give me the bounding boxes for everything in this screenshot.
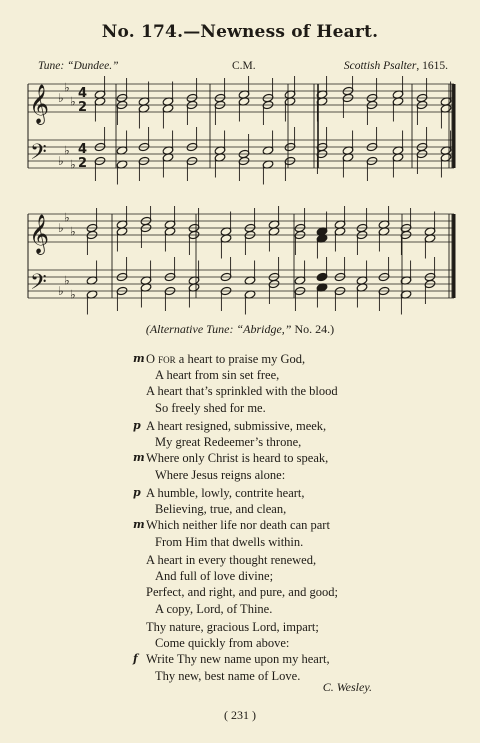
treble-clef-icon: 𝄞 [29, 214, 50, 254]
alternative-tune-label: (Alternative Tune: “Abridge,” [145, 322, 292, 336]
verse-line [100, 534, 440, 550]
flat-icon: ♭ [64, 143, 70, 158]
verse-text: Where only Christ is heard to speak, [146, 451, 329, 466]
verse-text: And full of love divine; [155, 569, 274, 584]
tune-source-year: , 1615. [416, 60, 448, 72]
verse-text: A heart in every thought renewed, [146, 553, 317, 567]
verse-line [100, 651, 440, 667]
hymn-title: No. 174.—Newness of Heart. [101, 22, 379, 42]
flat-icon: ♭ [64, 273, 70, 288]
dynamic-marking: m [133, 518, 145, 532]
flat-icon: ♭ [70, 287, 76, 302]
time-signature-bottom: 2 [78, 156, 88, 171]
verse-text: A humble, lowly, contrite heart, [146, 486, 305, 500]
verse-text: Thy new, best name of Love. [155, 668, 301, 683]
verse-line [100, 450, 440, 466]
verse-line [100, 434, 440, 450]
tune-name: Tune: “Dundee.” [38, 60, 119, 72]
verse-line [100, 635, 440, 651]
bass-clef-icon: 𝄢 [30, 270, 47, 300]
tune-meter: C.M. [232, 60, 256, 72]
flat-icon: ♭ [70, 94, 76, 109]
flat-icon: ♭ [58, 221, 64, 235]
verse-line [100, 584, 440, 600]
verse-text: Thy nature, gracious Lord, impart; [146, 620, 319, 634]
tune-source-name: Scottish Psalter [343, 60, 417, 72]
verse-text: So freely shed for me. [155, 400, 266, 415]
flat-icon: ♭ [58, 284, 64, 298]
verse-line [100, 568, 440, 584]
verse-text: Come quickly from above: [155, 636, 290, 651]
page-number: ( 231 ) [224, 708, 256, 722]
verse-line [100, 367, 440, 383]
verse-line [100, 383, 440, 399]
verse-line [100, 517, 440, 533]
verse-text: A heart resigned, submissive, meek, [146, 419, 327, 433]
tune-info [38, 60, 448, 76]
verse-line [100, 467, 440, 483]
stanza-3 [100, 485, 440, 550]
tune-source [344, 60, 448, 72]
stanza-1 [100, 351, 440, 416]
stanza-4 [100, 552, 440, 617]
verse-text: Write Thy new name upon my heart, [146, 652, 330, 667]
verse-line [100, 485, 440, 501]
flat-icon: ♭ [58, 91, 64, 105]
verse-line [100, 418, 440, 434]
verse-text: Believing, true, and clean, [155, 502, 287, 517]
verse-text: A heart from sin set free, [155, 368, 280, 383]
time-signature-bottom: 2 [78, 100, 88, 115]
time-signature-top: 4 [78, 142, 88, 157]
verse-text: Where Jesus reigns alone: [155, 467, 286, 482]
dynamic-marking: f [133, 652, 138, 666]
flat-icon: ♭ [58, 154, 64, 168]
verse-text: O for a heart to praise my God, [146, 352, 306, 366]
flat-icon: ♭ [64, 80, 70, 95]
time-signature-top: 4 [78, 86, 88, 101]
treble-clef-icon: 𝄞 [29, 84, 50, 124]
verse-line [100, 400, 440, 416]
stanza-5 [100, 619, 440, 684]
verse-text: A copy, Lord, of Thine. [155, 601, 273, 616]
music-score-system-1 [22, 76, 460, 188]
dynamic-marking: p [133, 419, 141, 432]
music-score-system-2 [22, 206, 460, 318]
bass-clef-icon: 𝄢 [30, 140, 47, 170]
dynamic-marking: m [133, 352, 145, 365]
verse-text: Which neither life nor death can part [146, 518, 330, 533]
flat-icon: ♭ [70, 157, 76, 172]
dynamic-marking: m [133, 451, 145, 465]
flat-icon: ♭ [64, 210, 70, 225]
stanza-2 [100, 418, 440, 483]
verse-line [100, 601, 440, 617]
alternative-tune [0, 322, 480, 337]
alternative-tune-number: No. 24.) [291, 322, 335, 336]
author: C. Wesley. [322, 680, 372, 694]
verse-line [100, 619, 440, 635]
verse-text: From Him that dwells within. [155, 534, 304, 549]
note-head [316, 272, 328, 281]
dynamic-marking: p [133, 486, 141, 499]
verse-line [100, 501, 440, 517]
flat-icon: ♭ [70, 224, 76, 239]
verse-text: My great Redeemer’s throne, [155, 435, 302, 450]
verse-line [100, 552, 440, 568]
verse-text: Perfect, and right, and pure, and good; [146, 585, 338, 600]
verse-line [100, 668, 440, 684]
verse-line [100, 351, 440, 367]
verse-text: A heart that’s sprinkled with the blood [146, 384, 338, 399]
